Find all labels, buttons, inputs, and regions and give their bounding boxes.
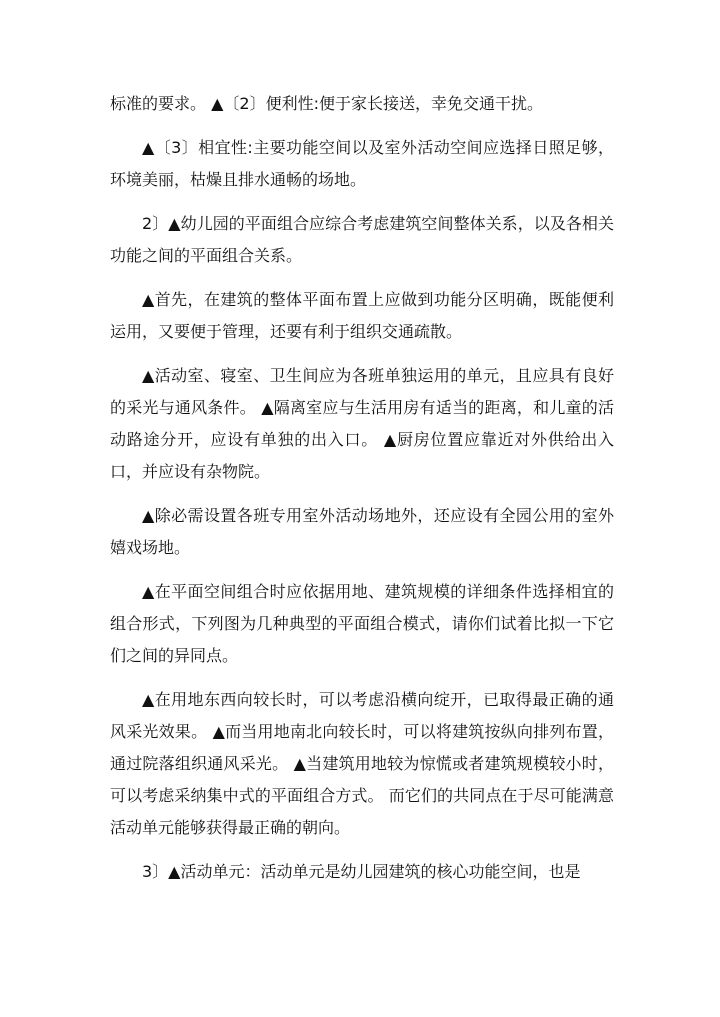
paragraph-1: 标准的要求。 ▲〔2〕便利性:便于家长接送，幸免交通干扰。 bbox=[110, 94, 543, 113]
paragraph-8: ▲在用地东西向较长时，可以考虑沿横向绽开，已取得最正确的通风采光效果。 ▲而当用地南北向较长时，可以将建筑按纵向排列布置，通过院落组织通风采光。 ▲当建筑用地较为惊慌或者建筑规模较小时，可以考虑采纳集中式的平面组合方式。 而它们的共同点在于尽可能满意活动单元能够获得最正确的朝向。 bbox=[110, 690, 614, 837]
document-body bbox=[110, 88, 614, 900]
paragraph-5: ▲活动室、寝室、卫生间应为各班单独运用的单元，且应具有良好的采光与通风条件。 ▲隔离室应与生活用房有适当的距离，和儿童的活动路途分开，应设有单独的出入口。 ▲厨房位置应靠近对外供给出入口，并应设有杂物院。 bbox=[110, 366, 614, 481]
paragraph-3: 2〕▲幼儿园的平面组合应综合考虑建筑空间整体关系，以及各相关功能之间的平面组合关系。 bbox=[110, 214, 614, 265]
paragraph-7: ▲在平面空间组合时应依据用地、建筑规模的详细条件选择相宜的组合形式，下列图为几种典型的平面组合模式，请你们试着比拟一下它们之间的异同点。 bbox=[110, 582, 614, 665]
paragraph-4: ▲首先，在建筑的整体平面布置上应做到功能分区明确，既能便利运用，又要便于管理，还要有利于组织交通疏散。 bbox=[110, 290, 614, 341]
paragraph-9: 3〕▲活动单元：活动单元是幼儿园建筑的核心功能空间，也是 bbox=[142, 862, 581, 881]
paragraph-6: ▲除必需设置各班专用室外活动场地外，还应设有全园公用的室外嬉戏场地。 bbox=[110, 506, 614, 557]
paragraph-2: ▲〔3〕相宜性:主要功能空间以及室外活动空间应选择日照足够，环境美丽，枯燥且排水通畅的场地。 bbox=[110, 138, 614, 189]
